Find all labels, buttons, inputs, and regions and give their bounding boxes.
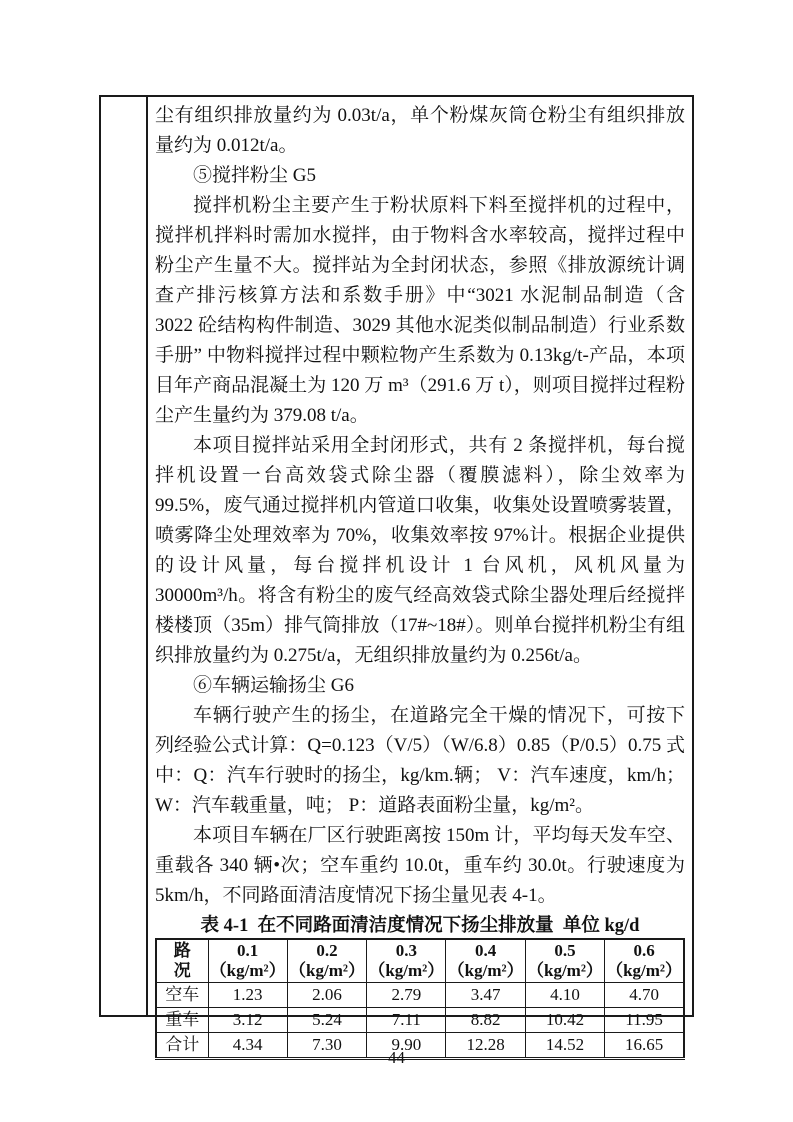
header-unit: （kg/m²）	[368, 961, 445, 980]
row-label: 合计	[156, 1033, 208, 1059]
content-cell	[148, 97, 692, 1054]
header-cell-0-6	[605, 939, 684, 983]
header-value: 0.3	[395, 941, 417, 960]
dust-emission-table	[155, 938, 685, 1060]
table-cell: 3.12	[208, 1008, 287, 1033]
table-cell: 2.06	[287, 983, 366, 1008]
paragraph-mixing-dust: 搅拌机粉尘主要产生于粉状原料下料至搅拌机的过程中，搅拌机拌料时需加水搅拌，由于物料含水率较高，搅拌过程中粉尘产生量不大。搅拌站为全封闭状态，参照《排放源统计调查产排污核算方法和系数手册》中“3021 水泥制品制造（含 3022 砼结构构件制造、3029 其他水泥类似制品制造）行业系数手册” 中物料搅拌过程中颗粒物产生系数为 0.13kg/t-产品，本项目年产商品混凝土为 120 万 m³（291.6 万 t），则项目搅拌过程粉尘产生量约为 379.08 t/a。	[155, 195, 685, 426]
header-cell-0-1	[208, 939, 287, 983]
header-cell-0-2	[287, 939, 366, 983]
header-unit: （kg/m²）	[606, 961, 683, 980]
table-cell: 12.28	[446, 1033, 525, 1059]
table-cell: 4.70	[605, 983, 684, 1008]
table-cell: 16.65	[605, 1033, 684, 1059]
road-condition-label: 路况	[173, 941, 191, 980]
header-unit: （kg/m²）	[289, 961, 365, 980]
paragraph-continuation: 尘有组织排放量约为 0.03t/a，单个粉煤灰筒仓粉尘有组织排放量约为 0.012t/a。	[155, 105, 685, 156]
paragraph-dust-collector: 本项目搅拌站采用全封闭形式，共有 2 条搅拌机，每台搅拌机设置一台高效袋式除尘器（覆膜滤料），除尘效率为 99.5%，废气通过搅拌机内管道口收集，收集处设置喷雾装置，喷雾降尘处理效率为 70%，收集效率按 97%计。根据企业提供的设计风量，每台搅拌机设计 1 台风机，风机风量为 30000m³/h。将含有粉尘的废气经高效袋式除尘器处理后经搅拌楼楼顶（35m）排气筒排放（17#~18#）。则单台搅拌机粉尘有组织排放量约为 0.275t/a，无组织排放量约为 0.256t/a。	[155, 435, 685, 666]
header-value: 0.1	[237, 941, 259, 960]
table-cell: 7.11	[367, 1008, 446, 1033]
header-cell-0-5	[525, 939, 604, 983]
header-value: 0.6	[633, 941, 655, 960]
table-cell: 3.47	[446, 983, 525, 1008]
table-cell: 9.90	[367, 1033, 446, 1059]
table-cell: 14.52	[525, 1033, 604, 1059]
header-value: 0.5	[554, 941, 576, 960]
paragraph-heading-g6: ⑥车辆运输扬尘 G6	[193, 675, 354, 696]
header-unit: （kg/m²）	[527, 961, 603, 980]
table-row-empty-truck	[156, 983, 684, 1008]
paragraph-vehicle-detail: 本项目车辆在厂区行驶距离按 150m 计，平均每天发车空、重载各 340 辆•次；空车重约 10.0t，重车约 30.0t。行驶速度为 5km/h，不同路面清洁度情况下扬尘量见表 4-1。	[155, 825, 685, 906]
paragraph-vehicle-formula: 车辆行驶产生的扬尘，在道路完全干燥的情况下，可按下列经验公式计算：Q=0.123（V/5）（W/6.8）0.85（P/0.5）0.75 式中：Q：汽车行驶时的扬尘，kg/km.辆； V：汽车速度，km/h； W：汽车载重量，吨； P：道路表面粉尘量，kg/m²。	[155, 705, 685, 816]
table-cell: 7.30	[287, 1033, 366, 1059]
table-cell: 8.82	[446, 1008, 525, 1033]
table-cell: 11.95	[605, 1008, 684, 1033]
header-value: 0.4	[475, 941, 497, 960]
table-cell: 4.10	[525, 983, 604, 1008]
table-cell: 1.23	[208, 983, 287, 1008]
table-cell: 4.34	[208, 1033, 287, 1059]
left-gutter-cell	[101, 97, 148, 1015]
header-unit: （kg/m²）	[209, 961, 286, 980]
page-frame-table	[99, 95, 694, 1054]
table-4-1-title: 表 4-1 在不同路面清洁度情况下扬尘排放量 单位 kg/d	[200, 916, 640, 936]
table-cell: 5.24	[287, 1008, 366, 1033]
header-cell-road-condition	[156, 939, 208, 983]
header-cell-0-4	[446, 939, 525, 983]
table-row-loaded-truck	[156, 1008, 684, 1033]
table-cell: 10.42	[525, 1008, 604, 1033]
table-cell: 2.79	[367, 983, 446, 1008]
table-header-row	[156, 939, 684, 983]
header-unit: （kg/m²）	[447, 961, 524, 980]
header-cell-0-3	[367, 939, 446, 983]
header-value: 0.2	[316, 941, 338, 960]
row-label: 重车	[156, 1008, 208, 1033]
page-number: 44	[388, 1048, 405, 1067]
paragraph-heading-g5: ⑤搅拌粉尘 G5	[193, 165, 316, 186]
row-label: 空车	[156, 983, 208, 1008]
